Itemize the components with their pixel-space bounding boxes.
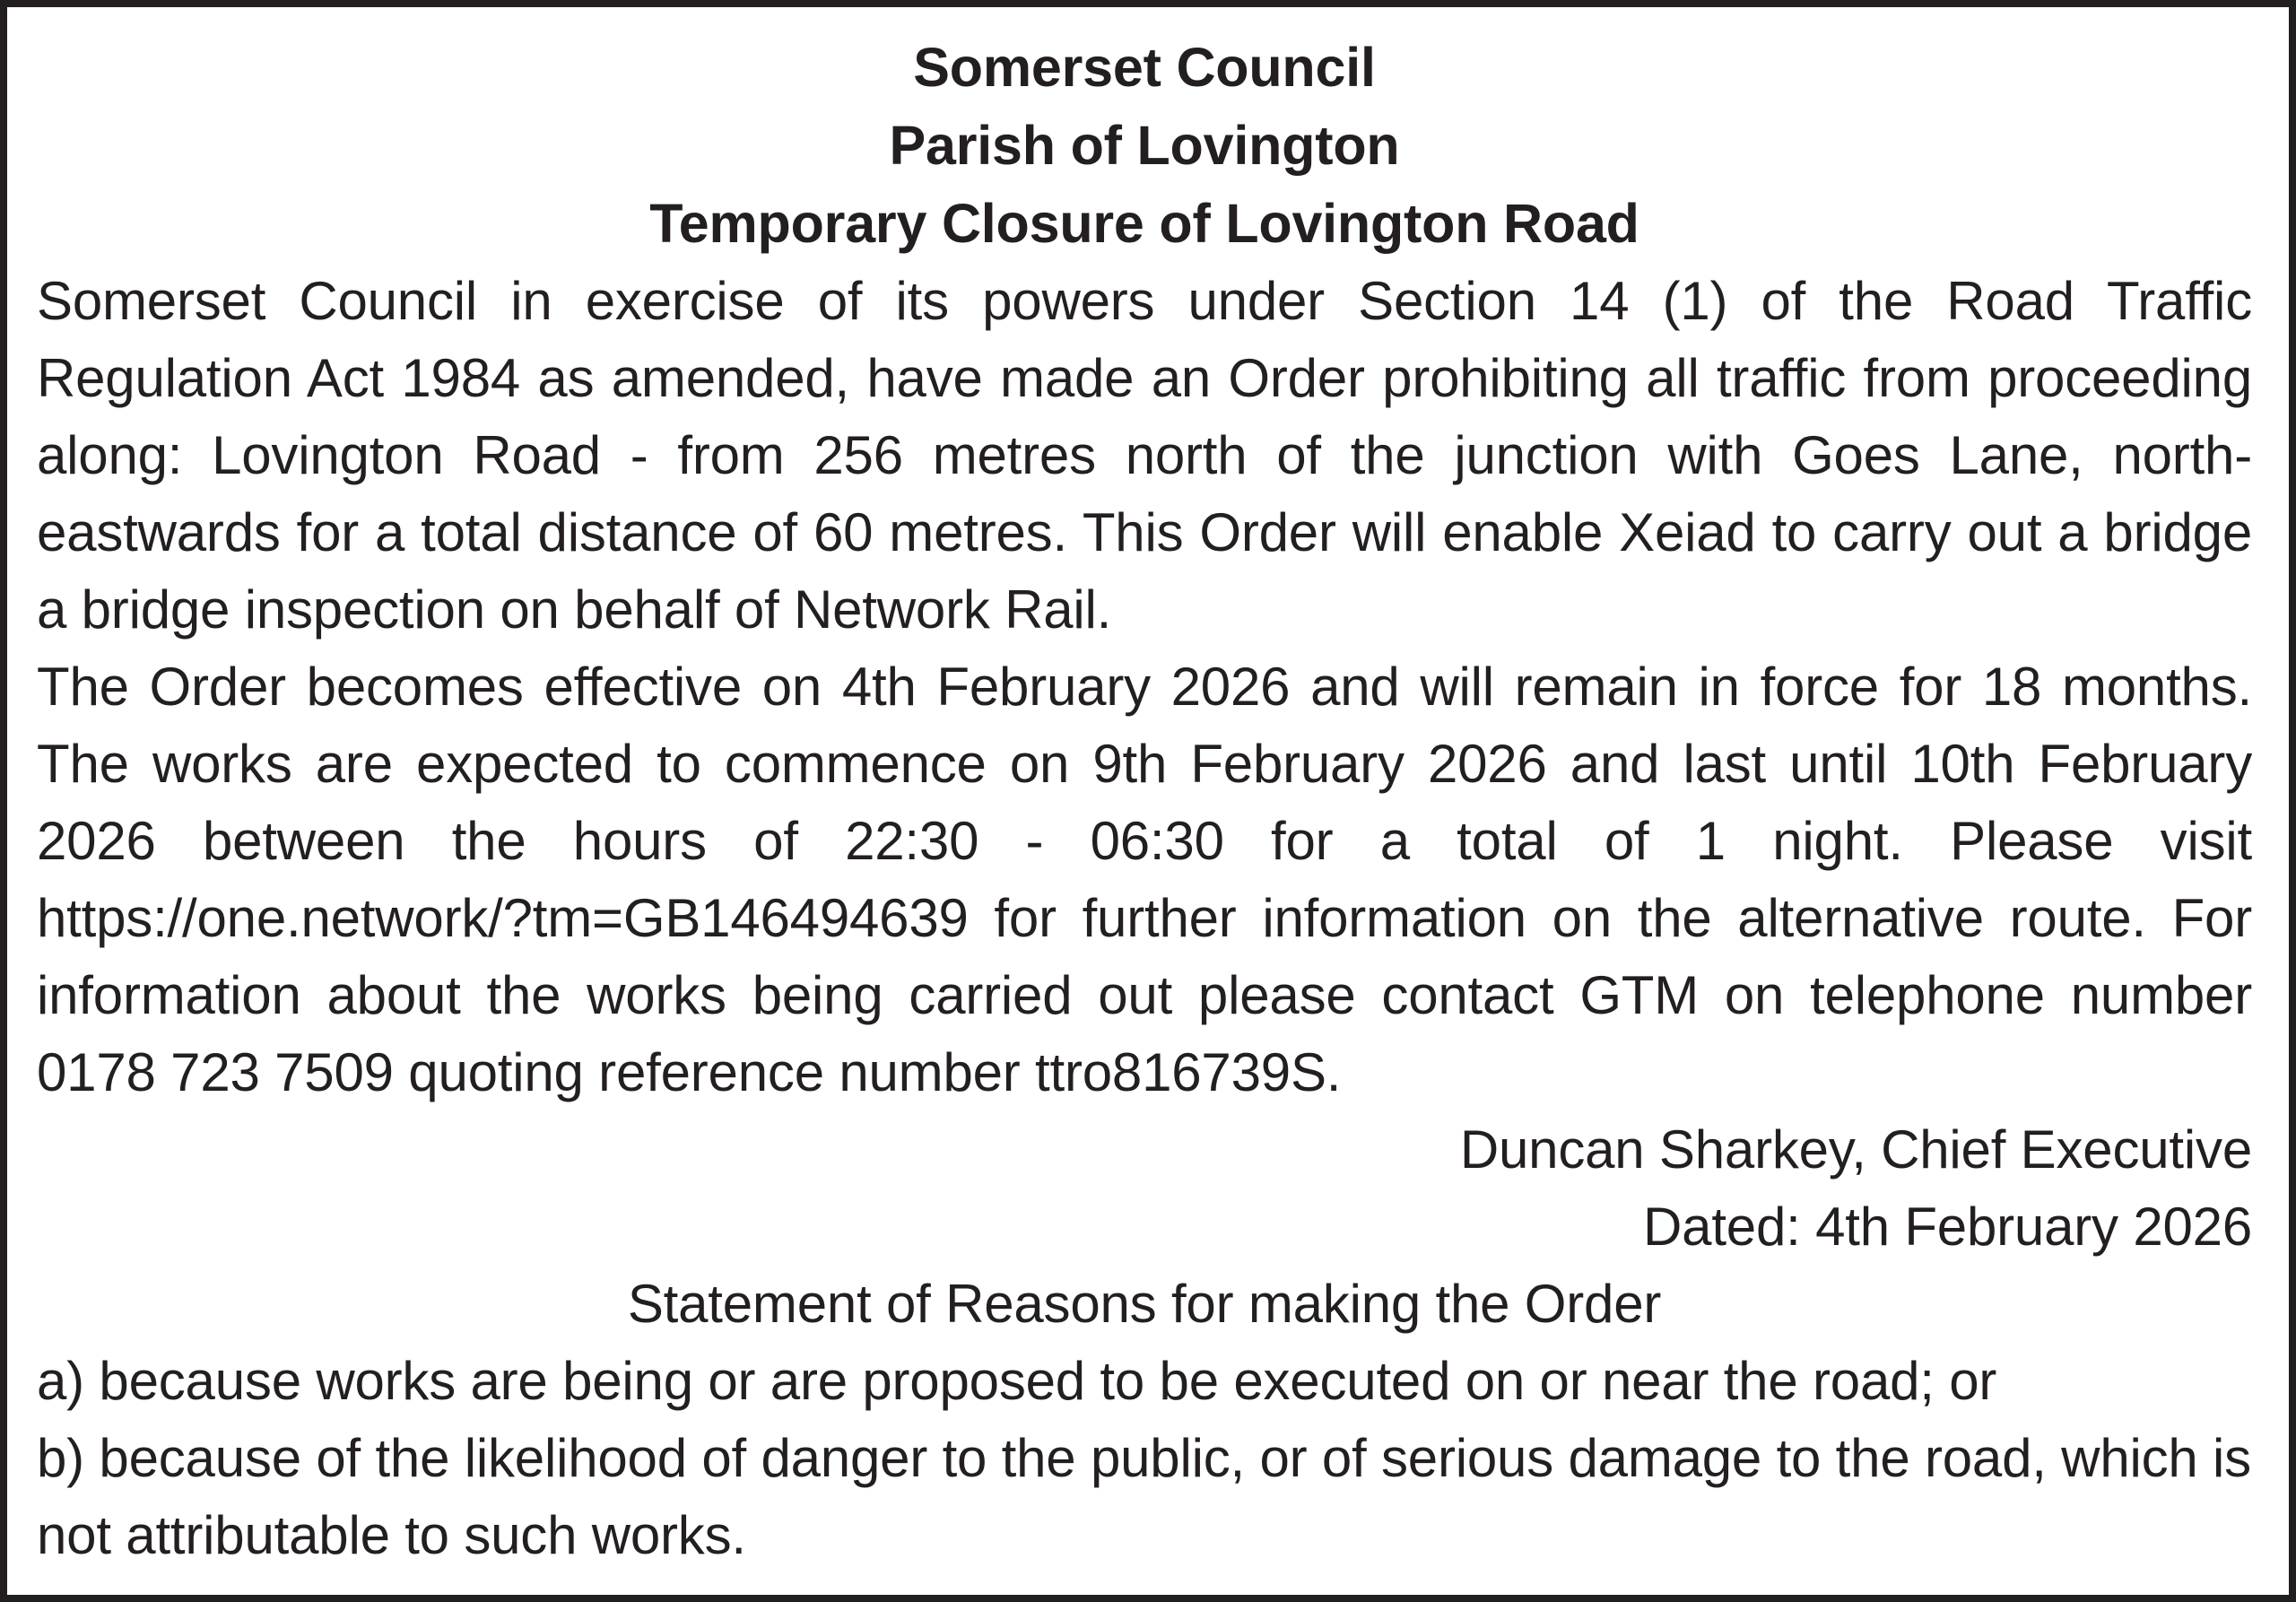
closure-heading: Temporary Closure of Lovington Road <box>649 193 1639 254</box>
dated-line: Dated: 4th February 2026 <box>1643 1197 2252 1257</box>
parish-heading: Parish of Lovington <box>889 115 1400 176</box>
statement-of-reasons-title: Statement of Reasons for making the Order <box>627 1274 1662 1334</box>
signatory: Duncan Sharkey, Chief Executive <box>1459 1119 2252 1180</box>
order-paragraph: Somerset Council in exercise of its powers under Section 14 (1) of the Road Traffic Regulation Act 1984 as amended, have made an Order prohibiting all traffic from proceeding along: Lovington Road - from 256 metres north of the junction with Goes Lane, north-eastwards for a total distance of 60 metres. This Order will enable Xeiad to carry out a bridge a bridge inspection on behalf of Network Rail. <box>37 271 2252 640</box>
reason-a: a) because works are being or are proposed to be executed on or near the road; or <box>37 1351 1997 1411</box>
council-heading: Somerset Council <box>913 37 1376 98</box>
effective-date-paragraph: The Order becomes effective on 4th February 2026 and will remain in force for 18 months. The works are expected to commence on 9th February 2026 and last until 10th February 2026 between the hours of 22:30 - 06:30 for a total of 1 night. Please visit https://one.network/?tm=GB146494639 for further information on the alternative route. For information about the works being carried out please contact GTM on telephone number 0178 723 7509 quoting reference number ttro816739S. <box>37 657 2252 1102</box>
reason-b: b) because of the likelihood of danger to the public, or of serious damage to the road, which is not attributable to such works. <box>37 1428 2251 1565</box>
